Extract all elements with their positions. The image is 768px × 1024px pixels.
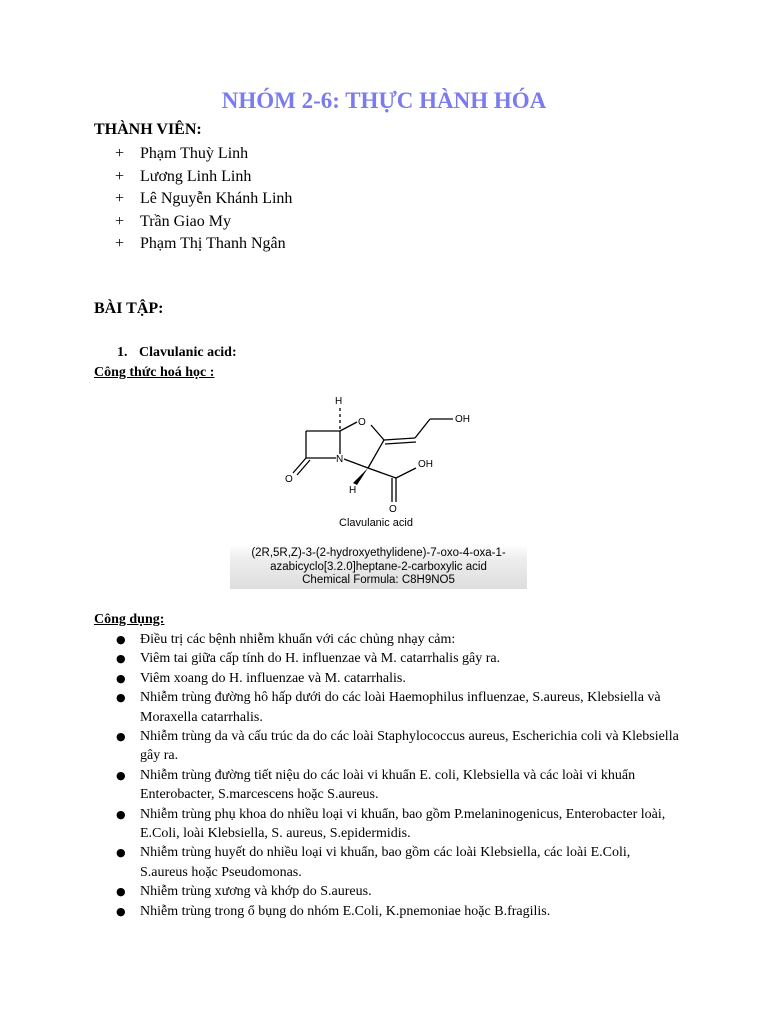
formula-label: Công thức hoá học : <box>94 365 215 380</box>
member-name: Phạm Thuỳ Linh <box>140 145 249 162</box>
atom-oh-top: OH <box>455 414 470 425</box>
list-item: ● Nhiễm trùng đường hô hấp dưới do các loài Haemophilus influenzae, S.aureus, Klebsiella và Moraxella catarrhalis. <box>140 688 680 727</box>
plus-bullet: + <box>115 145 125 162</box>
structure-name: Clavulanic acid <box>339 517 413 529</box>
document-title: NHÓM 2-6: THỰC HÀNH HÓA <box>221 88 547 113</box>
list-item: ● Nhiễm trùng phụ khoa do nhiều loại vi khuẩn, bao gồm P.melaninogenicus, Enterobacter loài, E.Coli, loài Klebsiella, S. aureus, S.epidermidis. <box>140 805 680 844</box>
atom-h-top: H <box>335 396 343 407</box>
list-item: ● Nhiễm trùng đường tiết niệu do các loài vi khuẩn E. coli, Klebsiella và các loài vi khuẩn Enterobacter, S.marcescens hoặc S.aureus. <box>140 766 680 805</box>
structure-caption <box>230 545 527 589</box>
exercise-item-1 <box>117 345 237 361</box>
plus-bullet: + <box>115 167 125 185</box>
atom-o-carbonyl: O <box>285 474 293 485</box>
member-item <box>115 143 292 166</box>
list-item: ● Điều trị các bệnh nhiễm khuẩn với các chủng nhạy cảm: <box>140 630 680 649</box>
atom-oh-acid: OH <box>418 459 433 470</box>
wedge-bond <box>353 468 368 485</box>
list-item: ● Nhiễm trùng xương và khớp do S.aureus. <box>140 882 680 901</box>
member-name: Lê Nguyễn Khánh Linh <box>140 190 293 208</box>
members-heading: THÀNH VIÊN: <box>94 121 202 138</box>
member-name: Trần Giao My <box>140 212 231 230</box>
exercises-heading: BÀI TẬP: <box>94 300 164 317</box>
list-item: ● Viêm xoang do H. influenzae và M. catarrhalis. <box>140 669 680 688</box>
uses-list <box>140 630 680 921</box>
atom-o-acid: O <box>389 504 397 515</box>
member-item <box>115 188 292 211</box>
member-item <box>115 233 292 256</box>
members-list <box>115 143 292 256</box>
member-item <box>115 211 292 234</box>
member-name: Phạm Thị Thanh Ngân <box>140 235 286 253</box>
list-item: ● Viêm tai giữa cấp tính do H. influenzae và M. catarrhalis gây ra. <box>140 649 680 668</box>
plus-bullet: + <box>115 190 125 208</box>
structure-bonds <box>293 408 453 502</box>
caption-line-1: (2R,5R,Z)-3-(2-hydroxyethylidene)-7-oxo-4-oxa-1- <box>251 547 506 559</box>
member-item <box>115 166 292 189</box>
plus-bullet: + <box>115 212 125 230</box>
plus-bullet: + <box>115 235 125 253</box>
clavulanic-acid-structure <box>268 388 468 533</box>
member-name: Lương Linh Linh <box>140 167 252 185</box>
list-item: ● Nhiễm trùng da và cấu trúc da do các loài Staphylococcus aureus, Escherichia coli và Klebsiella gây ra. <box>140 727 680 766</box>
caption-line-3: Chemical Formula: C8H9NO5 <box>302 574 455 586</box>
atom-n: N <box>336 454 344 465</box>
atom-h-bottom: H <box>349 485 357 496</box>
item-number: 1. <box>117 345 128 360</box>
caption-line-2: azabicyclo[3.2.0]heptane-2-carboxylic acid <box>270 560 487 573</box>
uses-label: Công dụng: <box>94 612 165 627</box>
item-label: Clavulanic acid: <box>139 345 237 360</box>
atom-o-ring: O <box>358 417 366 428</box>
list-item: ● Nhiễm trùng trong ổ bụng do nhóm E.Coli, K.pnemoniae hoặc B.fragilis. <box>140 902 680 921</box>
list-item: ● Nhiễm trùng huyết do nhiều loại vi khuẩn, bao gồm các loài Klebsiella, các loài E.Coli, S.aureus hoặc Pseudomonas. <box>140 843 680 882</box>
